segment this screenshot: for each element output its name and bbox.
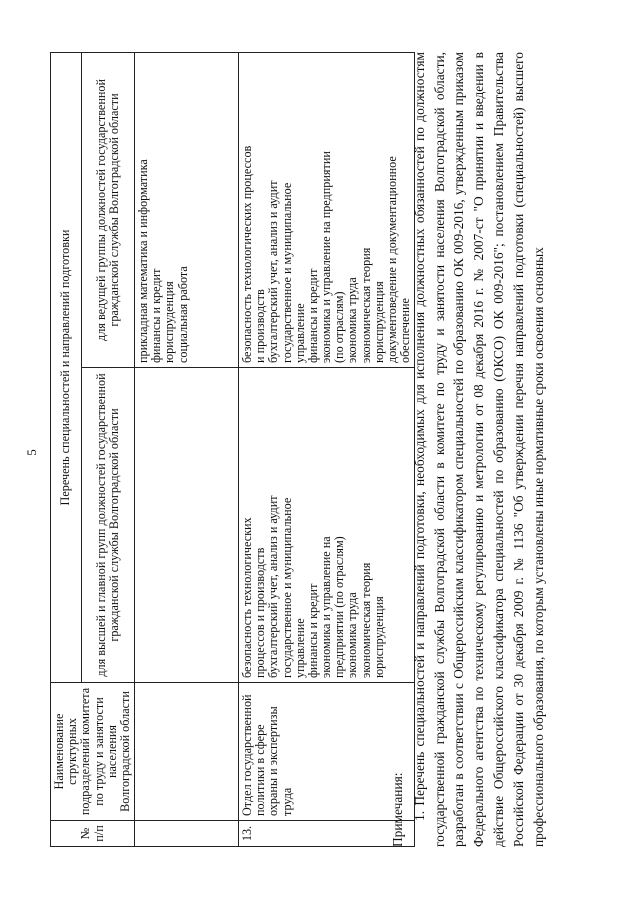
- list-item: юриспруденция: [162, 281, 177, 363]
- list-item: экономика и управление на: [319, 536, 334, 678]
- notes-title: Примечания:: [390, 772, 405, 847]
- list-item: экономика труда: [345, 277, 360, 363]
- list-item: прикладная математика и информатика: [136, 159, 151, 363]
- list-item: и производств: [253, 289, 268, 363]
- list-item: обеспечение: [398, 298, 413, 363]
- list-item: экономическая теория: [358, 562, 373, 678]
- specialties-table: [50, 52, 415, 847]
- list-item: безопасность технологических: [240, 517, 255, 678]
- list-item: финансы и кредит: [305, 583, 320, 678]
- list-item: предприятии (по отраслям): [332, 536, 347, 678]
- table-header-row: [51, 53, 82, 847]
- notes-paragraph: 1. Перечень специальностей и направлений подготовки, необходимых для исполнения должностных обязанностей по должностям государственной гражданской службы Волгоградской области в комитете по труду и занятости населения Волгоградской области, разработан в соответствии с Общероссийским классификатором специальностей по образованию ОК 009-2016, утвержденным приказом Федерального агентства по техническому регулированию и метрологии от 08 декабря 2016 г. № 2007-ст "О принятии и введении в действие Общероссийского классификатора специальностей по образованию (ОКСО) ОК 009-2016"; постановлением Правительства Российской Федерации от 30 декабря 2009 г. № 1136 "Об утверждении перечня направлений подготовки (специальностей) высшего профессионального образования, по которым установлены иные нормативные сроки освоения основных: [411, 52, 546, 847]
- list-item: безопасность технологических процессов: [240, 145, 255, 363]
- list-item: государственное и муниципальное: [279, 497, 294, 678]
- cell-lead-list: [135, 53, 239, 368]
- list-item: экономическая теория: [358, 247, 373, 363]
- header-subdivision-name: Наименование структурных подразделений комитета по труду и занятости населения Волгоградской области: [51, 683, 135, 821]
- list-item: (по отраслям): [332, 291, 347, 363]
- list-item: финансы и кредит: [305, 268, 320, 363]
- notes-section: [384, 52, 549, 847]
- list-item: юриспруденция: [371, 281, 386, 363]
- page-number: 5: [24, 449, 39, 456]
- header-lead-group: для ведущей группы должностей государственной гражданской службы Волгоградской области: [81, 53, 134, 368]
- cell-high-empty: [135, 368, 239, 683]
- cell-num-empty: [135, 821, 239, 847]
- list-item: финансы и кредит: [149, 268, 164, 363]
- list-item: управление: [292, 618, 307, 678]
- header-high-groups: для высшей и главной групп должностей государственной гражданской службы Волгоградской области: [81, 368, 134, 683]
- list-item: государственное и муниципальное: [279, 182, 294, 363]
- table-row-continuation: [135, 53, 239, 847]
- list-item: бухгалтерский учет, анализ и аудит: [266, 180, 281, 363]
- list-item: юриспруденция: [371, 596, 386, 678]
- header-num: № п/п: [51, 821, 135, 847]
- list-item: бухгалтерский учет, анализ и аудит: [266, 495, 281, 678]
- list-item: социальная работа: [175, 266, 190, 363]
- cell-name-empty: [135, 683, 239, 821]
- list-item: управление: [292, 303, 307, 363]
- cell-subdivision-name: Отдел государственной политики в сфере охраны и экспертизы труда: [239, 683, 415, 821]
- cell-num: 13.: [239, 821, 415, 847]
- list-item: документоведение и документационное: [384, 156, 399, 363]
- list-item: экономика труда: [345, 592, 360, 678]
- list-item: экономика и управление на предприятии: [319, 151, 334, 363]
- header-specialties-list: Перечень специальностей и направлений подготовки: [51, 53, 82, 683]
- list-item: процессов и производств: [253, 547, 268, 678]
